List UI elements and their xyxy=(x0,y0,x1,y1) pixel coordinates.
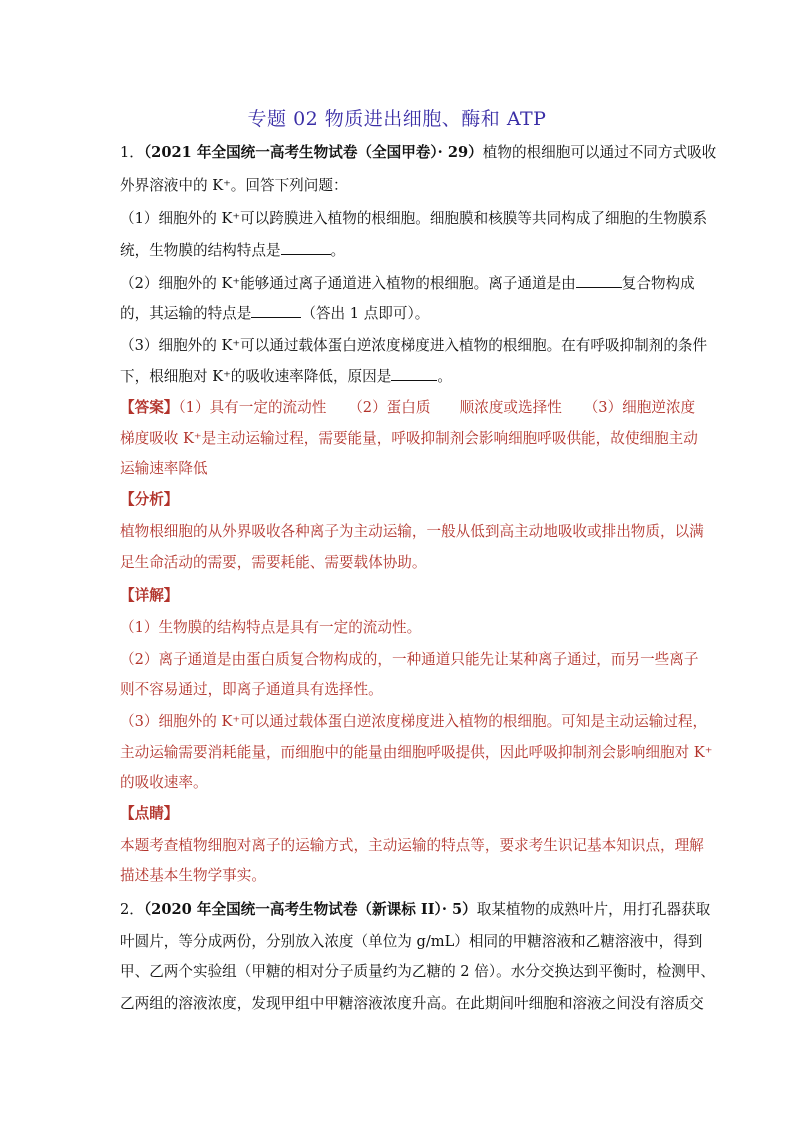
detail-line-1: （1）生物膜的结构特点是具有一定的流动性。 xyxy=(120,619,422,636)
q1-part2-end: 复合物构成 xyxy=(621,275,695,292)
q1-part2-end-2: （答出 1 点即可）。 xyxy=(301,305,430,322)
analysis-line-2: 足生命活动的需要，需要耗能、需要载体协助。 xyxy=(120,554,427,571)
q1-part3-text: 下，根细胞对 K⁺的吸收速率降低，原因是 xyxy=(120,368,392,385)
q2-line-4: 乙两组的溶液浓度，发现甲组中甲糖溶液浓度升高。在此期间叶细胞和溶液之间没有溶质交 xyxy=(120,995,704,1012)
point-tag: 【点睛】 xyxy=(120,805,179,822)
detail-line-4: （3）细胞外的 K⁺可以通过载体蛋白逆浓度梯度进入植物的根细胞。可知是主动运输过程， xyxy=(120,713,708,730)
analysis-tag: 【分析】 xyxy=(120,491,179,508)
q2-number: 2． xyxy=(120,901,144,918)
detail-line-6: 的吸收速率。 xyxy=(120,774,208,791)
answer-blank-4 xyxy=(391,366,437,381)
answer-tag: 【答案】 xyxy=(120,399,179,416)
q1-stem-text: 植物的根细胞可以通过不同方式吸收 xyxy=(482,144,717,161)
detail-line-2: （2）离子通道是由蛋白质复合物构成的，一种通道只能先让某种离子通过，而另一些离子 xyxy=(120,651,699,668)
q1-stem-line-2: 外界溶液中的 K⁺。回答下列问题： xyxy=(120,177,348,194)
answer-text-1: （1）具有一定的流动性 （2）蛋白质 顺浓度或选择性 （3）细胞逆浓度 xyxy=(178,399,696,416)
answer-blank-3 xyxy=(251,303,301,318)
detail-line-3: 则不容易通过，即离子通道具有选择性。 xyxy=(120,681,383,698)
answer-line-3: 运输速率降低 xyxy=(120,460,208,477)
point-line-1: 本题考查植物细胞对离子的运输方式，主动运输的特点等，要求考生识记基本知识点，理解 xyxy=(120,837,704,854)
q2-source: （2020 年全国统一高考生物试卷（新课标 II）· 5） xyxy=(143,901,477,918)
q2-stem-text: 取某植物的成熟叶片，用打孔器获取 xyxy=(476,901,711,918)
page-title: 专题 02 物质进出细胞、酶和 ATP xyxy=(247,108,547,130)
detail-tag: 【详解】 xyxy=(120,587,179,604)
q1-part2-line-2 xyxy=(120,303,680,324)
q1-source: （2021 年全国统一高考生物试卷（全国甲卷）· 29） xyxy=(143,144,483,161)
answer-line-2: 梯度吸收 K⁺是主动运输过程，需要能量，呼吸抑制剂会影响细胞呼吸供能，故使细胞主动 xyxy=(120,430,698,447)
q1-part3-line-2 xyxy=(120,366,680,387)
analysis-line-1: 植物根细胞的从外界吸收各种离子为主动运输，一般从低到高主动地吸收或排出物质，以满 xyxy=(120,523,704,540)
q1-part1-text: 统，生物膜的结构特点是 xyxy=(120,242,281,259)
q1-part2-text: （2）细胞外的 K⁺能够通过离子通道进入植物的根细胞。离子通道是由 xyxy=(120,275,576,292)
answer-blank-2 xyxy=(576,273,622,288)
point-line-2: 描述基本生物学事实。 xyxy=(120,867,266,884)
q1-stem-line-1 xyxy=(120,143,717,163)
detail-line-5: 主动运输需要消耗能量，而细胞中的能量由细胞呼吸提供，因此呼吸抑制剂会影响细胞对 K⁺ xyxy=(120,744,713,761)
q1-part2-text-2: 的，其运输的特点是 xyxy=(120,305,252,322)
q1-part2-line-1 xyxy=(120,273,695,294)
q1-part3-end: 。 xyxy=(437,368,452,385)
q2-stem-line-1 xyxy=(120,900,711,920)
q2-line-3: 甲、乙两个实验组（甲糖的相对分子质量约为乙糖的 2 倍）。水分交换达到平衡时，检测甲、 xyxy=(120,963,716,980)
answer-blank-1 xyxy=(281,240,331,255)
q2-line-2: 叶圆片，等分成两份，分别放入浓度（单位为 g/mL）相同的甲糖溶液和乙糖溶液中，得到 xyxy=(120,933,703,950)
q1-part1-end: 。 xyxy=(330,242,346,259)
q1-number: 1． xyxy=(120,144,144,161)
answer-line-1 xyxy=(120,398,696,418)
q1-part1-line-1: （1）细胞外的 K⁺可以跨膜进入植物的根细胞。细胞膜和核膜等共同构成了细胞的生物膜系 xyxy=(120,210,708,227)
q1-part1-line-2 xyxy=(120,240,680,261)
q1-part3-line-1: （3）细胞外的 K⁺可以通过载体蛋白逆浓度梯度进入植物的根细胞。在有呼吸抑制剂的条件 xyxy=(120,337,708,354)
